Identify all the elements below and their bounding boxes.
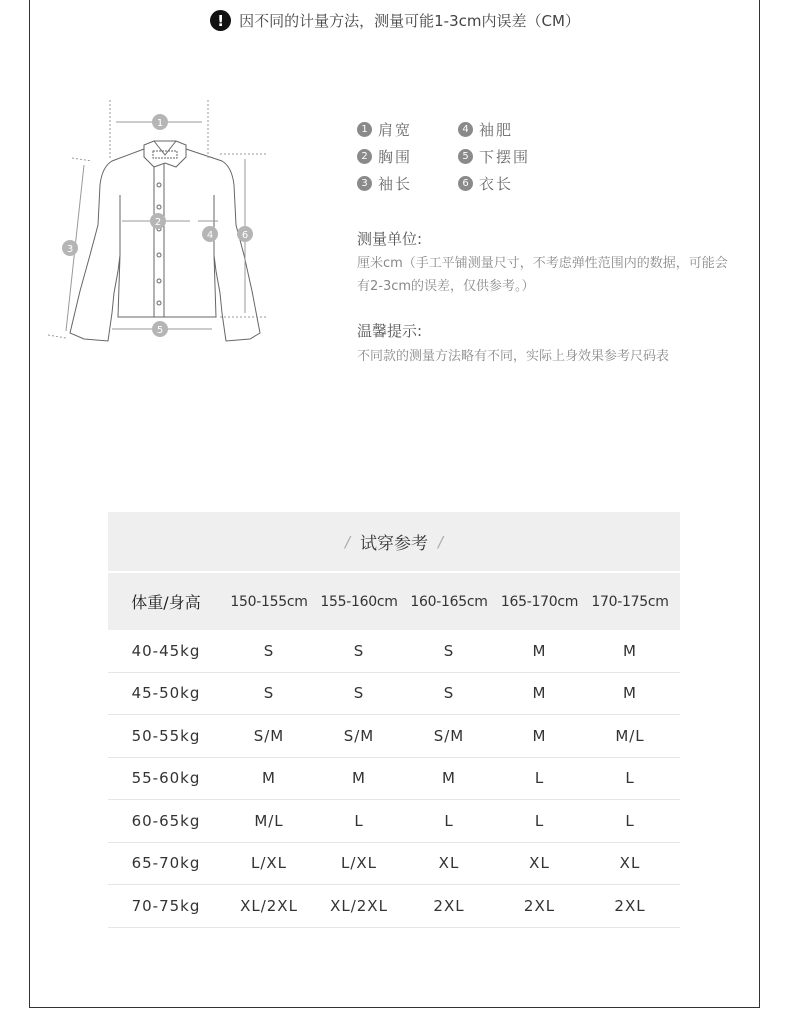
size-cell: M bbox=[532, 641, 547, 660]
table-row bbox=[108, 673, 680, 716]
header-weight-height: 体重/身高 bbox=[131, 593, 201, 612]
weight-cell: 50-55kg bbox=[131, 726, 201, 745]
number-badge-icon: 1 bbox=[357, 122, 372, 137]
legend-label: 胸围 bbox=[378, 148, 413, 166]
size-cell: L/XL bbox=[340, 854, 378, 873]
size-cell: XL bbox=[529, 854, 550, 873]
size-cell: S/M bbox=[433, 726, 465, 745]
diagram-label-5: 5 bbox=[156, 325, 164, 336]
table-body bbox=[108, 630, 680, 928]
legend-label: 下摆围 bbox=[479, 148, 531, 166]
tip-title: 温馨提示: bbox=[357, 322, 423, 340]
size-cell: M bbox=[532, 684, 547, 703]
legend-item bbox=[357, 173, 458, 194]
size-cell: S/M bbox=[343, 726, 375, 745]
legend-item bbox=[458, 173, 559, 194]
size-cell: L bbox=[625, 811, 635, 830]
weight-cell: 40-45kg bbox=[131, 641, 201, 660]
number-badge-icon: 5 bbox=[458, 149, 473, 164]
table-title-bar bbox=[108, 512, 680, 571]
size-cell: 2XL bbox=[614, 896, 646, 915]
number-badge-icon: 3 bbox=[357, 176, 372, 191]
size-cell: M bbox=[262, 769, 276, 788]
weight-cell: 70-75kg bbox=[131, 896, 201, 915]
notice-text: 因不同的计量方法，测量可能1-3cm内误差（CM） bbox=[239, 12, 580, 30]
size-cell: L bbox=[534, 769, 545, 788]
size-reference-table bbox=[108, 512, 680, 928]
slash-decoration-icon: / bbox=[438, 532, 444, 551]
legend-item bbox=[458, 146, 559, 167]
size-cell: XL bbox=[619, 854, 641, 873]
size-cell: M bbox=[442, 769, 456, 788]
size-cell: S bbox=[263, 641, 275, 660]
size-cell: S/M bbox=[253, 726, 285, 745]
table-header bbox=[108, 573, 680, 630]
size-cell: XL/2XL bbox=[240, 896, 298, 915]
legend-label: 衣长 bbox=[479, 175, 514, 193]
tip-text: 不同款的测量方法略有不同，实际上身效果参考尺码表 bbox=[357, 349, 670, 364]
exclamation-icon: ! bbox=[210, 10, 231, 31]
size-cell: M bbox=[623, 684, 637, 703]
header-height: 165-170cm bbox=[500, 593, 579, 610]
size-cell: S bbox=[353, 641, 365, 660]
weight-cell: 65-70kg bbox=[131, 854, 201, 873]
measurement-notice bbox=[0, 10, 790, 34]
table-row bbox=[108, 800, 680, 843]
size-cell: S bbox=[263, 684, 275, 703]
size-cell: M/L bbox=[254, 811, 284, 830]
shirt-measurement-diagram bbox=[40, 95, 280, 355]
number-badge-icon: 4 bbox=[458, 122, 473, 137]
size-cell: L/XL bbox=[250, 854, 288, 873]
size-cell: XL bbox=[438, 854, 460, 873]
diagram-label-3: 3 bbox=[66, 244, 74, 255]
size-cell: M/L bbox=[615, 726, 645, 745]
diagram-label-6: 6 bbox=[241, 230, 249, 241]
legend-label: 肩宽 bbox=[378, 121, 413, 139]
unit-text: 厘米cm（手工平铺测量尺寸，不考虑弹性范围内的数据，可能会有2-3cm的误差，仅供参考。） bbox=[357, 256, 728, 294]
table-row bbox=[108, 630, 680, 673]
size-cell: S bbox=[443, 641, 455, 660]
header-height: 170-175cm bbox=[591, 593, 669, 610]
legend-item bbox=[357, 146, 458, 167]
header-height: 155-160cm bbox=[320, 593, 398, 610]
size-cell: L bbox=[444, 811, 454, 830]
table-title: 试穿参考 bbox=[360, 534, 428, 554]
legend-item bbox=[458, 119, 559, 140]
size-cell: S bbox=[353, 684, 365, 703]
header-height: 150-155cm bbox=[230, 593, 308, 610]
size-cell: 2XL bbox=[523, 896, 556, 915]
diagram-label-2: 2 bbox=[154, 217, 162, 228]
size-cell: XL/2XL bbox=[330, 896, 388, 915]
weight-cell: 60-65kg bbox=[131, 811, 201, 830]
diagram-label-1: 1 bbox=[156, 118, 164, 129]
size-cell: M bbox=[532, 726, 547, 745]
size-cell: M bbox=[623, 641, 637, 660]
legend-item bbox=[357, 119, 458, 140]
legend-label: 袖肥 bbox=[479, 121, 514, 139]
weight-cell: 55-60kg bbox=[131, 769, 201, 788]
size-cell: L bbox=[534, 811, 545, 830]
size-cell: L bbox=[625, 769, 635, 788]
measurement-legend bbox=[357, 116, 617, 197]
table-row bbox=[108, 715, 680, 758]
size-cell: S bbox=[443, 684, 455, 703]
header-height: 160-165cm bbox=[410, 593, 488, 610]
unit-title: 测量单位: bbox=[357, 230, 423, 248]
weight-cell: 45-50kg bbox=[131, 684, 201, 703]
number-badge-icon: 6 bbox=[458, 176, 473, 191]
size-cell: M bbox=[352, 769, 366, 788]
size-cell: L bbox=[354, 811, 364, 830]
table-row bbox=[108, 885, 680, 928]
legend-label: 袖长 bbox=[378, 175, 413, 193]
diagram-label-4: 4 bbox=[206, 230, 214, 241]
table-row bbox=[108, 843, 680, 886]
size-cell: 2XL bbox=[433, 896, 465, 915]
slash-decoration-icon: / bbox=[344, 532, 350, 551]
number-badge-icon: 2 bbox=[357, 149, 372, 164]
table-row bbox=[108, 758, 680, 801]
